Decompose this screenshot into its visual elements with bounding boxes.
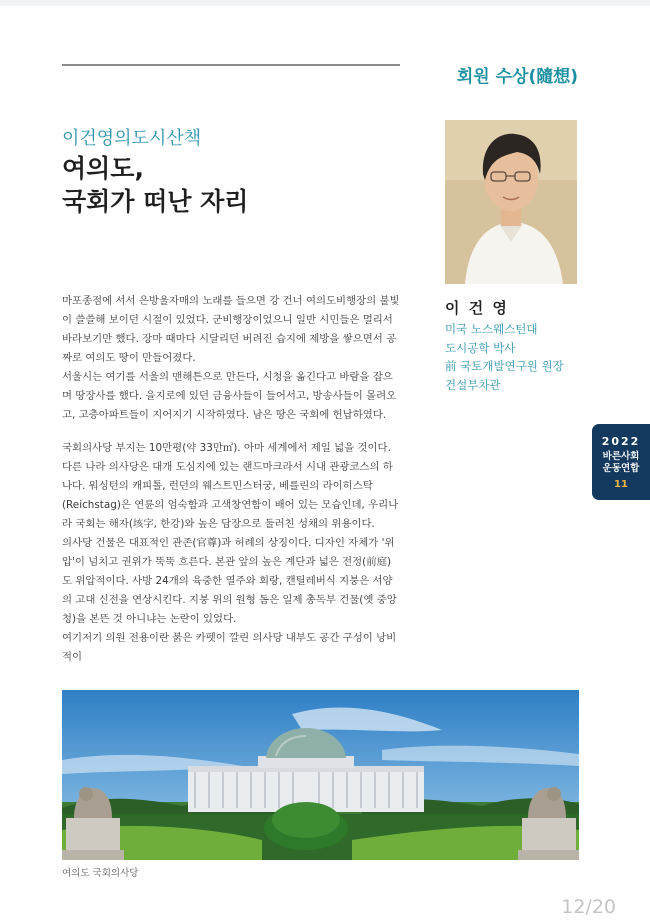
issue-org-line-2: 운동연합 [602,463,640,474]
top-bar [0,0,650,6]
article-title-line-1: 여의도, [62,154,144,183]
article-title [62,152,248,218]
national-assembly-photo [62,690,579,860]
assembly-building-image [62,690,579,860]
body-paragraph: 의사당 건물은 대표적인 관존(官尊)과 허례의 상징이다. 디자인 자체가 '위압'이 넘치고 권위가 뚝뚝 흐른다. 본관 앞의 높은 계단과 넓은 전정(前庭)도 위압적이다. 사방 24개의 육중한 열주와 회랑, 캔틸레버식 지붕은 서양의 고대 신전을 연상시킨다. 지붕 위의 원형 돔은 일제 총독부 건물(옛 중앙청)을 본뜬 것 아니냐는 논란이 있었다. [62,537,397,625]
author-credentials [445,320,564,394]
section-title: 회원 수상(隨想) [456,67,578,87]
issue-year: 2022 [601,435,641,448]
body-paragraph: 마포종점에 서서 은방울자매의 노래를 들으면 강 건너 여의도비행장의 불빛이 쓸쓸해 보이던 시절이 있었다. 군비행장이었으니 일반 시민들은 멀리서 바라보기만 했다. 장마 때마다 시달리던 버려진 습지에 제방을 쌓으면서 공짜로 여의도 땅이 만들어졌다. [62,295,400,364]
author-credential: 도시공학 박사 [445,340,516,355]
author-credential: 건설부차관 [445,377,501,392]
issue-org-line-1: 바른사회 [602,451,640,462]
issue-org [592,451,650,475]
author-portrait-image [445,120,577,284]
paragraph-gap [62,425,400,439]
article-title-line-2: 국회가 떠난 자리 [62,187,249,216]
issue-number: 11 [614,479,628,490]
series-title: 이건영의도시산책 [62,128,202,149]
article-body [62,292,400,667]
page-number: 12/20 [561,896,616,918]
header-rule [62,64,400,66]
body-paragraph: 여기저기 의원 전용이란 붉은 카펫이 깔린 의사당 내부도 공간 구성이 낭비적이 [62,632,397,663]
author-photo [445,120,577,284]
issue-tab [592,424,650,500]
author-credential: 미국 노스웨스턴대 [445,322,538,336]
photo-caption: 여의도 국회의사당 [62,868,139,879]
author-credential: 前 국토개발연구원 원장 [445,359,564,373]
body-paragraph: 서울시는 여기를 서울의 맨해튼으로 만든다, 시청을 옮긴다고 바람을 잡으며 땅장사를 했다. 을지로에 있던 금융사들이 들어서고, 방송사들이 몰려오고, 고층아파트들이 지어지기 시작하였다. 남은 땅은 국회에 헌납하였다. [62,371,397,421]
author-name: 이 건 영 [445,299,509,317]
body-paragraph: 국회의사당 부지는 10만평(약 33만㎡). 아마 세계에서 제일 넓을 것이다. 다른 나라 의사당은 대개 도심지에 있는 랜드마크라서 시내 관광코스의 하나다. 워싱턴의 캐피톨, 런던의 웨스트민스터궁, 베를린의 라이히스탁(Reichstag)은 연륜의 엄숙함과 고색창연함이 배어 있는 모습인데, 우리나라 국회는 해자(垓字, 한강)와 높은 담장으로 둘러친 성채의 위용이다. [62,442,399,530]
